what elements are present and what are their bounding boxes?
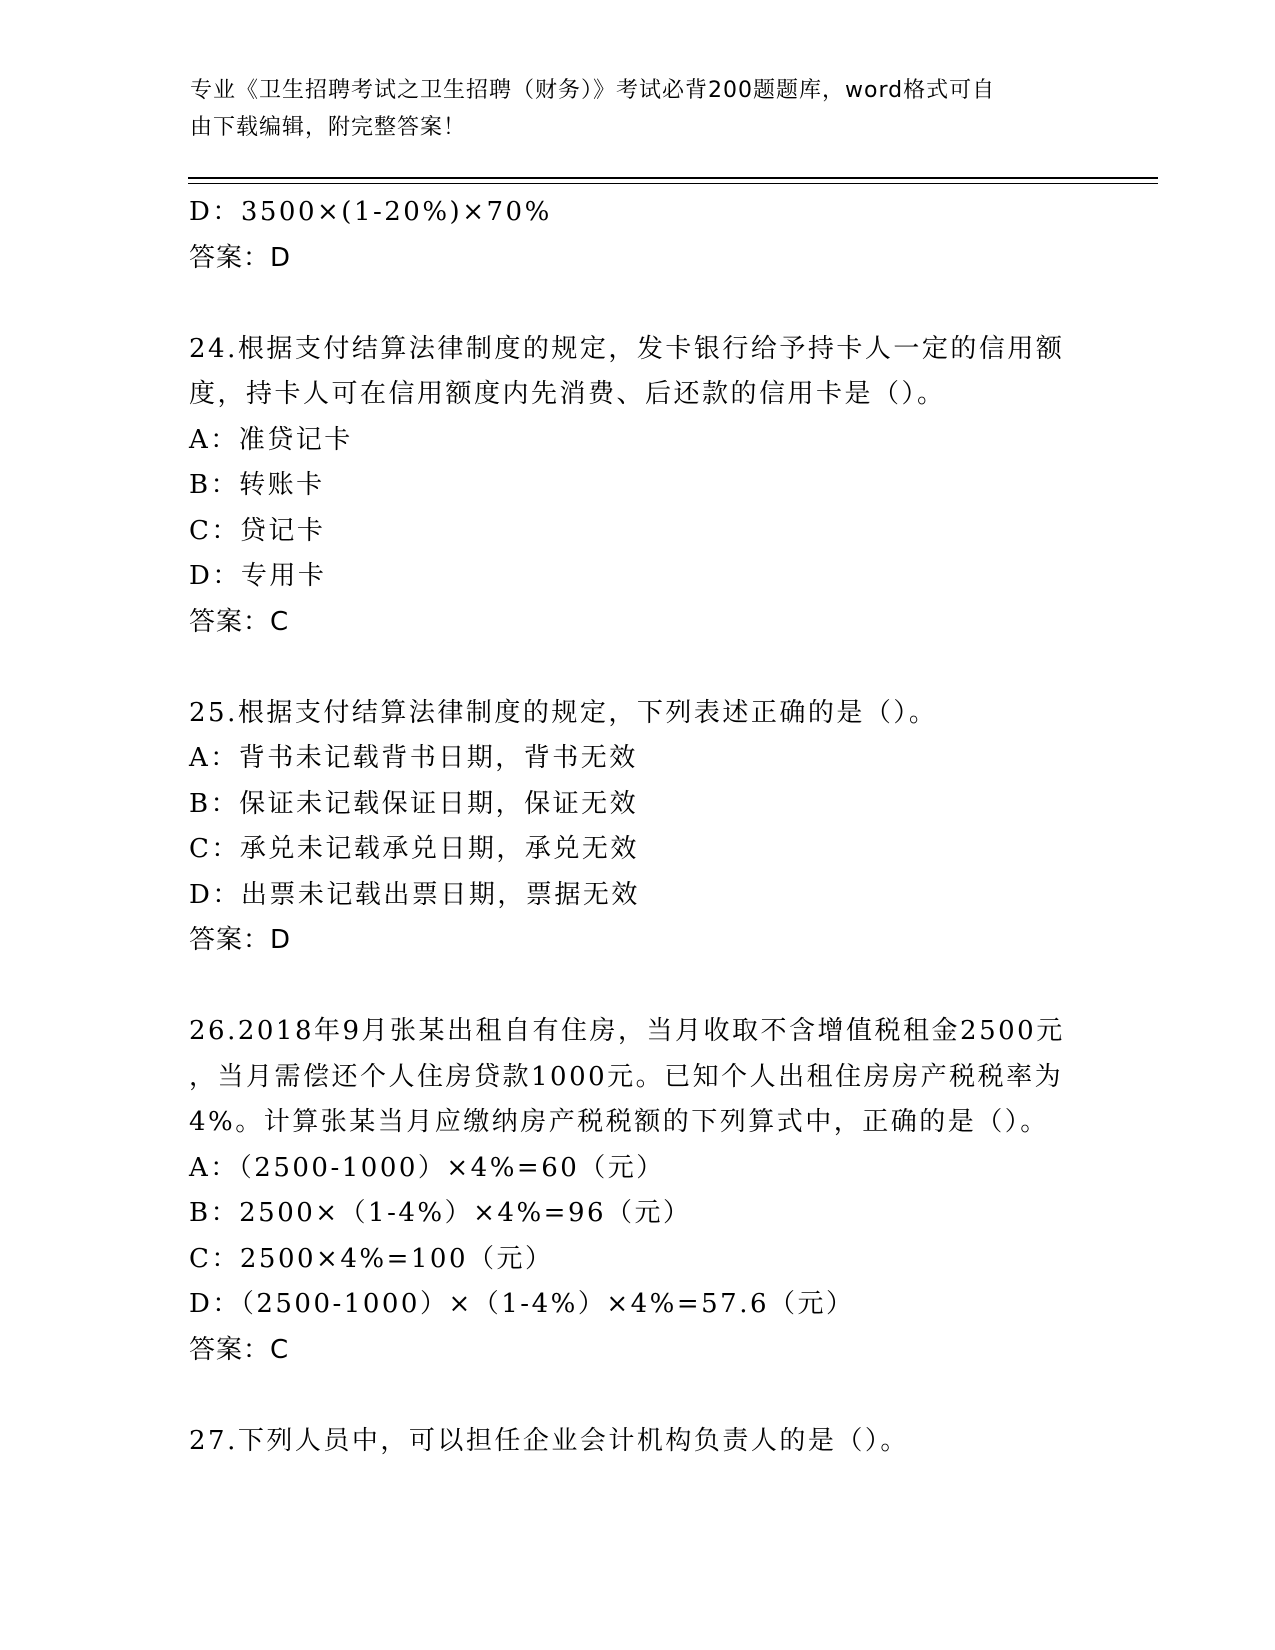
question-24 bbox=[189, 327, 1089, 646]
question-stem: 26.2018年9月张某出租自有住房，当月收取不含增值税租金2500元 bbox=[189, 1016, 1065, 1046]
prev-answer: 答案：D bbox=[189, 242, 292, 273]
answer: 答案：D bbox=[189, 925, 292, 955]
question-25 bbox=[189, 691, 1089, 964]
option-d: D：专用卡 bbox=[189, 561, 327, 591]
question-27 bbox=[189, 1419, 1089, 1465]
option-b: B：2500×（1-4%）×4%=96（元） bbox=[189, 1198, 692, 1228]
question-stem: 25.根据支付结算法律制度的规定，下列表述正确的是（）。 bbox=[189, 697, 938, 728]
option-d: D：出票未记载出票日期，票据无效 bbox=[189, 879, 640, 910]
option-c: C：2500×4%=100（元） bbox=[189, 1243, 554, 1274]
prev-option-d: D：3500×(1-20%)×70% bbox=[189, 197, 552, 227]
option-a: A：（2500-1000）×4%=60（元） bbox=[189, 1152, 665, 1183]
option-c: C：贷记卡 bbox=[189, 515, 326, 546]
header-line-1: 专业《卫生招聘考试之卫生招聘（财务）》考试必背200题题库，word格式可自 bbox=[190, 78, 996, 103]
question-stem: ，当月需偿还个人住房贷款1000元。已知个人出租住房房产税税率为 bbox=[189, 1061, 1064, 1092]
question-stem: 24.根据支付结算法律制度的规定，发卡银行给予持卡人一定的信用额 bbox=[189, 333, 1065, 364]
option-a: A：背书未记载背书日期，背书无效 bbox=[189, 743, 638, 773]
option-c: C：承兑未记载承兑日期，承兑无效 bbox=[189, 834, 639, 864]
option-b: B：保证未记载保证日期，保证无效 bbox=[189, 788, 639, 819]
answer: 答案：C bbox=[189, 606, 290, 637]
question-stem: 27.下列人员中，可以担任企业会计机构负责人的是（）。 bbox=[189, 1425, 909, 1456]
question-stem: 4%。计算张某当月应缴纳房产税税额的下列算式中，正确的是（）。 bbox=[189, 1107, 1049, 1137]
header-line-2: 由下载编辑，附完整答案！ bbox=[190, 115, 467, 140]
header-divider-thick bbox=[188, 177, 1158, 179]
option-b: B：转账卡 bbox=[189, 470, 325, 500]
question-list bbox=[189, 190, 1089, 1464]
option-a: A：准贷记卡 bbox=[189, 424, 353, 455]
question-stem: 度，持卡人可在信用额度内先消费、后还款的信用卡是（）。 bbox=[189, 379, 946, 409]
answer: 答案：C bbox=[189, 1334, 290, 1365]
option-d: D：（2500-1000）×（1-4%）×4%=57.6（元） bbox=[189, 1289, 855, 1319]
header-divider-thin bbox=[188, 183, 1158, 184]
document-header bbox=[190, 72, 1070, 146]
question-26 bbox=[189, 1009, 1089, 1373]
